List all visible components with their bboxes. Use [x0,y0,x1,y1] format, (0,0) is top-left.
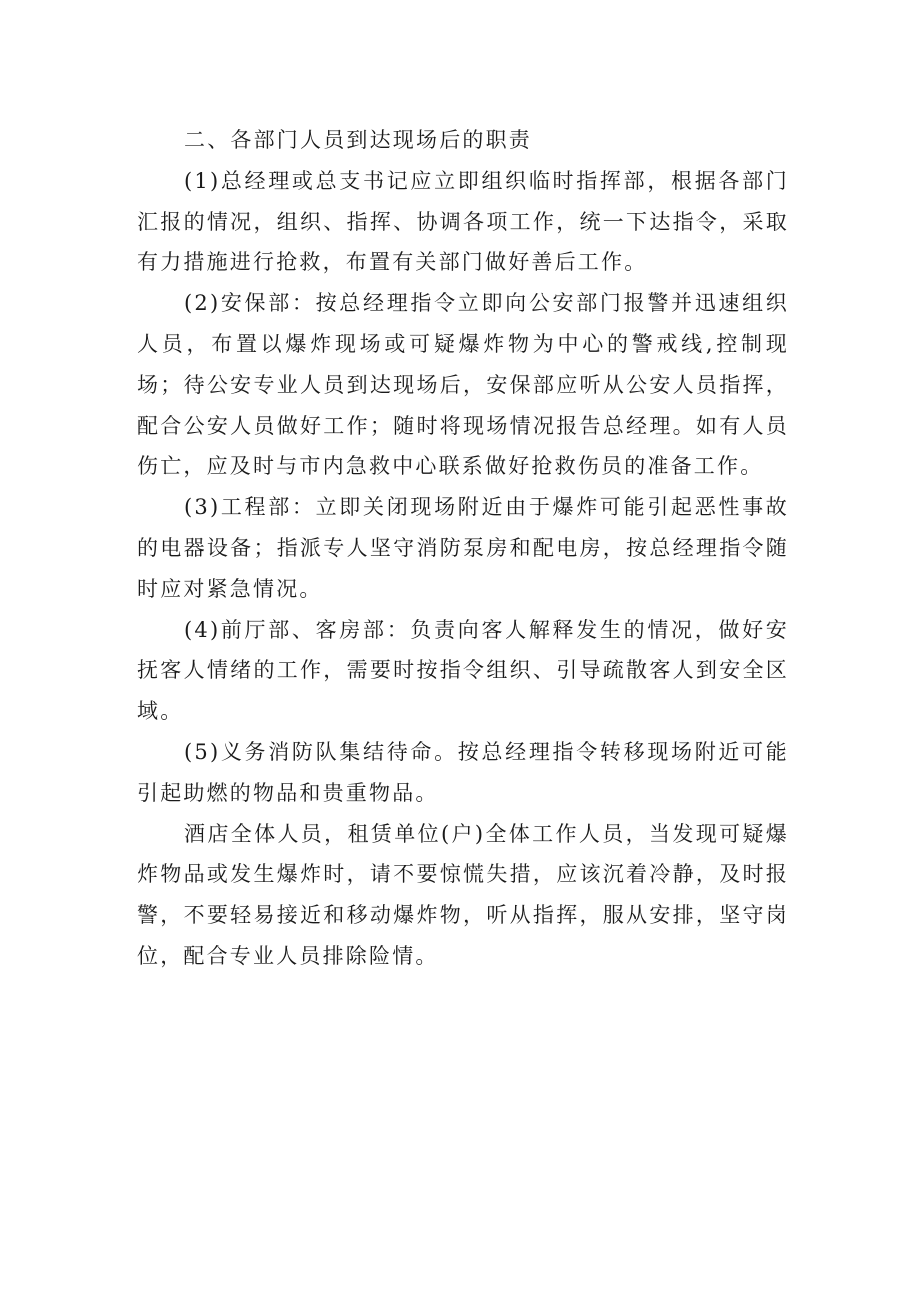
paragraph-security-department: (2)安保部：按总经理指令立即向公安部门报警并迅速组织人员，布置以爆炸现场或可疑爆炸物为中心的警戒线,控制现场；待公安专业人员到达现场后，安保部应听从公安人员指挥，配合公安人员做好工作；随时将现场情况报告总经理。如有人员伤亡，应及时与市内急救中心联系做好抢救伤员的准备工作。 [137,291,789,479]
paragraph-front-office-housekeeping: (4)前厅部、客房部：负责向客人解释发生的情况，做好安抚客人情绪的工作，需要时按指令组织、引导疏散客人到安全区域。 [137,617,789,724]
document-body [137,120,789,977]
paragraph-fire-brigade: (5)义务消防队集结待命。按总经理指令转移现场附近可能引起助燃的物品和贵重物品。 [137,739,789,805]
paragraph-all-staff: 酒店全体人员，租赁单位(户)全体工作人员，当发现可疑爆炸物品或发生爆炸时，请不要惊慌失措，应该沉着冷静，及时报警，不要轻易接近和移动爆炸物，听从指挥，服从安排，坚守岗位，配合专业人员排除险情。 [137,821,789,968]
paragraph-general-manager: (1)总经理或总支书记应立即组织临时指挥部，根据各部门汇报的情况，组织、指挥、协调各项工作，统一下达指令，采取有力措施进行抢救，布置有关部门做好善后工作。 [137,168,789,275]
section-heading: 二、各部门人员到达现场后的职责 [184,128,532,152]
paragraph-engineering-department: (3)工程部：立即关闭现场附近由于爆炸可能引起恶性事故的电器设备；指派专人坚守消防泵房和配电房，按总经理指令随时应对紧急情况。 [137,495,789,601]
